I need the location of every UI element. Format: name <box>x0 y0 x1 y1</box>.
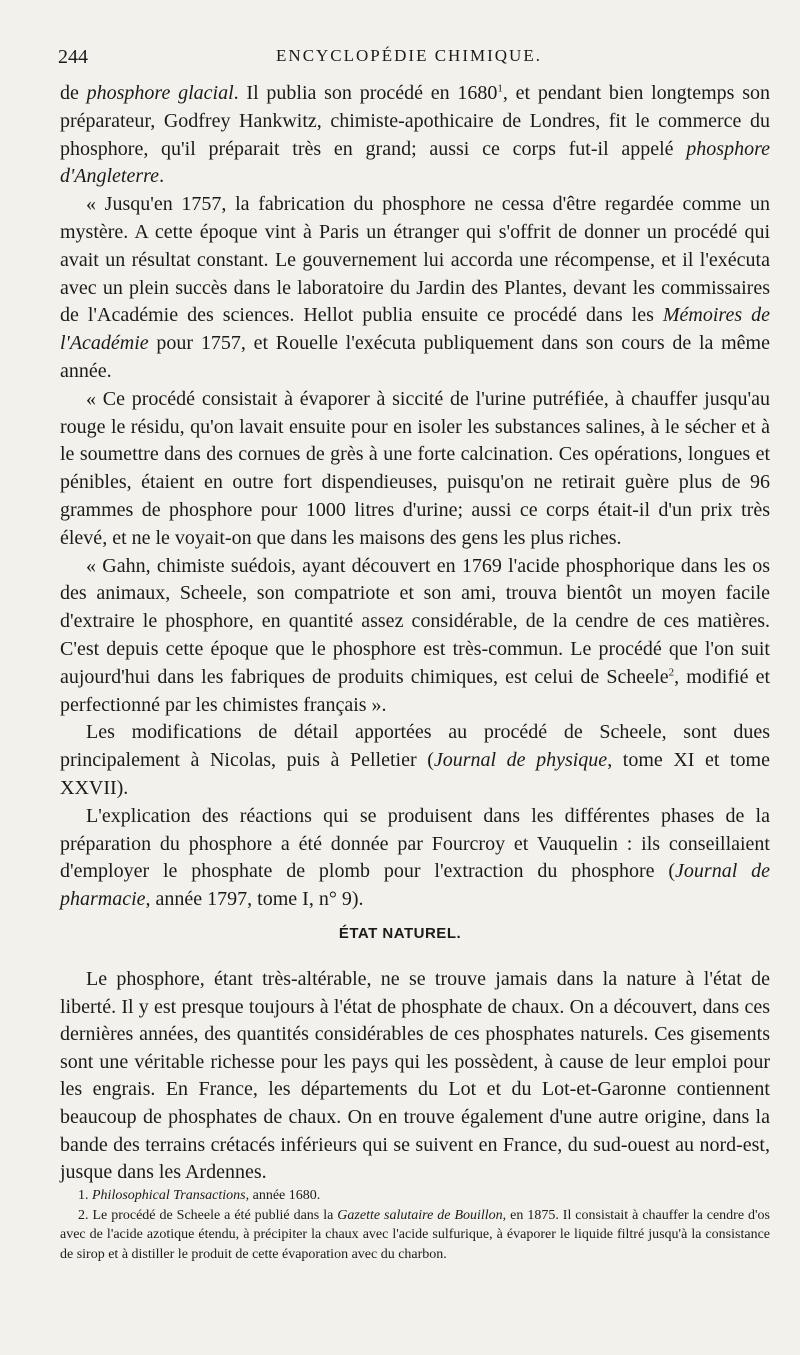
footnotes <box>60 1186 770 1264</box>
section-heading: ÉTAT NATUREL. <box>338 925 462 942</box>
running-title: ENCYCLOPÉDIE CHIMIQUE. <box>276 46 542 65</box>
paragraph-2: « Jusqu'en 1757, la fabrication du phosphore ne cessa d'être regardée comme un mystère. A cette époque vint à Paris un étranger qui s'offrit de donner un procédé qui avait un résultat constant. Le gouvernement lui accorda une récompense, et il l'exécuta avec un plein succès dans le laboratoire du Jardin des Plantes, devant les commissaires de l'Académie des sciences. Hellot publia ensuite ce procédé dans les Mémoires de l'Académie pour 1757, et Rouelle l'exécuta publiquement dans son cours de la même année. <box>60 193 770 382</box>
footnote-ref-2: 2 <box>668 666 675 679</box>
paragraph-5: Les modifications de détail apportées au procédé de Scheele, sont dues principalement à Nicolas, puis à Pelletier (Journal de physique, tome XI et tome XXVII). <box>60 721 770 799</box>
paragraph-6: L'explication des réactions qui se produisent dans les différentes phases de la préparation du phosphore a été donnée par Fourcroy et Vauquelin : ils conseillaient d'employer le phosphate de plomb pour l'extraction du phosphore (Journal de pharmacie, année 1797, tome I, n° 9). <box>60 804 770 911</box>
paragraph-4: « Gahn, chimiste suédois, ayant découvert en 1769 l'acide phosphorique dans les os des animaux, Scheele, son compatriote et son ami, trouva bientôt un moyen facile d'extraire le phosphore, en quantité assez considérable, de la cendre de ces matières. C'est depuis cette époque que le phosphore est très-commun. Le procédé que l'on suit aujourd'hui dans les fabriques de produits chimiques, est celui de Scheele$^2$, modifié et perfectionné par les chimistes français ». <box>60 554 771 716</box>
section-paragraph-1: Le phosphore, étant très-altérable, ne se trouve jamais dans la nature à l'état de liberté. Il y est presque toujours à l'état de phosphate de chaux. On a découvert, dans ces dernières années, des quantités considérables de ces phosphates naturels. Ces gisements sont une véritable richesse pour les pays qui les possèdent, à cause de leur emploi pour les engrais. En France, les départements du Lot et du Lot-et-Garonne contiennent beaucoup de phosphates de chaux. On en trouve également d'une autre origine, dans la bande des terrains crétacés inférieurs qui se suivent en France, du sud-ouest au nord-est, jusque dans les Ardennes. <box>60 968 770 1184</box>
footnote-ref-1: 1 <box>497 82 503 95</box>
page-header <box>58 46 760 74</box>
main-text <box>60 80 770 914</box>
paragraph-1: de phosphore glacial. Il publia son procédé en 1680$^1$, et pendant bien longtemps son préparateur, Godfrey Hankwitz, chimiste-apothicaire de Londres, fit le commerce du phosphore, qu'il préparait très en grand; aussi ce corps fut-il appelé phosphore d'Angleterre. <box>60 82 770 188</box>
footnote-2: 2. Le procédé de Scheele a été publié dans la Gazette salutaire de Bouillon, en 1875. Il consistait à chauffer la cendre d'os avec de l'acide azotique étendu, à précipiter la chaux avec l'acide sulfurique, à évaporer le liquide filtré jusqu'à la consistance de sirop et à distiller le produit de cette évaporation avec du charbon. <box>60 1207 770 1262</box>
section-text <box>60 966 770 1187</box>
footnote-1: 1. Philosophical Transactions, année 1680. <box>78 1188 321 1203</box>
page-number: 244 <box>58 46 88 68</box>
paragraph-3: « Ce procédé consistait à évaporer à siccité de l'urine putréfiée, à chauffer jusqu'au rouge le résidu, qu'on lavait ensuite pour en isoler les substances salines, à le sécher et à le soumettre dans des cornues de grès à une forte calcination. Ces opérations, longues et pénibles, étaient en outre fort dispendieuses, puisqu'on ne retirait guère plus de 96 grammes de phosphore pour 1000 litres d'urine; aussi ce corps était-il d'un prix très élevé, et ne le voyait-on que dans les maisons des gens les plus riches. <box>60 387 770 549</box>
